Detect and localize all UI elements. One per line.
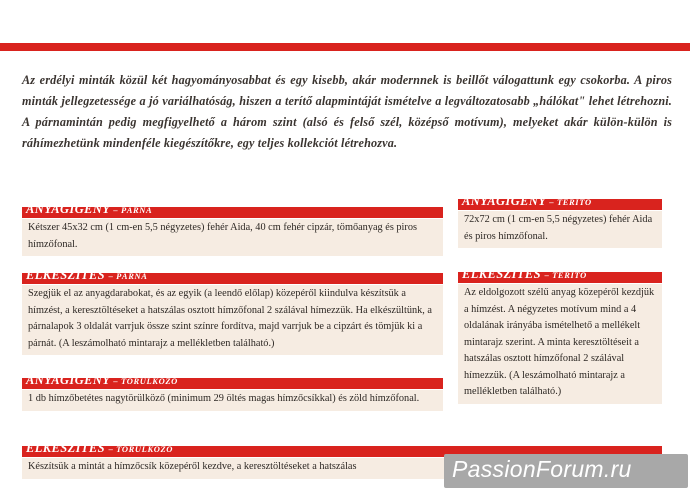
section-body: 1 db hímzőbetétes nagytörülköző (minimum 29 öltés magas hímzőcsíkkal) és zöld hímzőfonal.: [22, 390, 443, 411]
watermark-text: PassionForum.ru: [452, 456, 632, 482]
section-body: 72x72 cm (1 cm-en 5,5 négyzetes) fehér Aida és piros hímzőfonal.: [458, 211, 662, 248]
section-heading: ANYAGIGÉNY – PÁRNA: [26, 202, 153, 216]
top-red-rule: [0, 43, 690, 51]
watermark: [444, 454, 688, 488]
section-heading: ELKÉSZÍTÉS – PÁRNA: [26, 268, 148, 282]
section-heading: ELKÉSZÍTÉS – TERÍTŐ: [462, 267, 587, 281]
section-heading: ANYAGIGÉNY – TERÍTŐ: [462, 194, 592, 208]
section-making-pillow: [22, 265, 443, 355]
intro-paragraph: Az erdélyi minták közül két hagyományosabbat és egy kisebb, akár modernnek is beillőt válogattunk egy csokorba. A piros minták jellegzetessége a jó variálhatóság, hiszen a terítő alapmintáját ismételve a legváltozatosabb „hálókat" lehet létrehozni. A párnamintán pedig megfigyelhető a három szint (alsó és felső szél, középső motívum), melyeket akár külön-külön is ráhímezhetünk mindenféle kiegészítőkre, egy teljes kollekciót létrehozva.: [22, 73, 672, 150]
section-making-tablecloth: [458, 264, 662, 404]
section-materials-towel: [22, 370, 443, 411]
section-body: Szegjük el az anyagdarabokat, és az egyik (a leendő előlap) közepéről kiindulva készítsük a hímzést, a keresztöltéseket a hatszálas osztott hímzőfonal 2 szálával hímezzük. Ha elkészültünk, a párnalapok 3 oldalát varrjuk össze szint színre fordítva, majd varrjuk be a cipzárt és tömjük ki a párnát. (A leszámolható mintarajz a mellékletben található.): [22, 285, 443, 355]
section-body: Az eldolgozott szélű anyag közepéről kezdjük a hímzést. A négyzetes motívum mind a 4 oldalának irányába ismételhető a mellékelt mintarajz szerint. A minta keresztöltéseit a hatszálas osztott hímzőfonal 2 szálával hímezzük. (A leszámolható mintarajz a mellékletben található.): [458, 284, 662, 404]
section-body: Kétszer 45x32 cm (1 cm-en 5,5 négyzetes) fehér Aida, 40 cm fehér cipzár, tömőanyag és piros hímzőfonal.: [22, 219, 443, 256]
section-materials-pillow: [22, 199, 443, 256]
section-heading: ELKÉSZÍTÉS – TÖRÜLKÖZŐ: [26, 441, 174, 455]
section-body: Készítsük a mintát a hímzőcsík közepéről kezdve, a keresztöltéseket a hatszálas: [22, 458, 662, 479]
section-heading: ANYAGIGÉNY – TÖRÜLKÖZŐ: [26, 373, 178, 387]
section-materials-tablecloth: [458, 191, 662, 248]
